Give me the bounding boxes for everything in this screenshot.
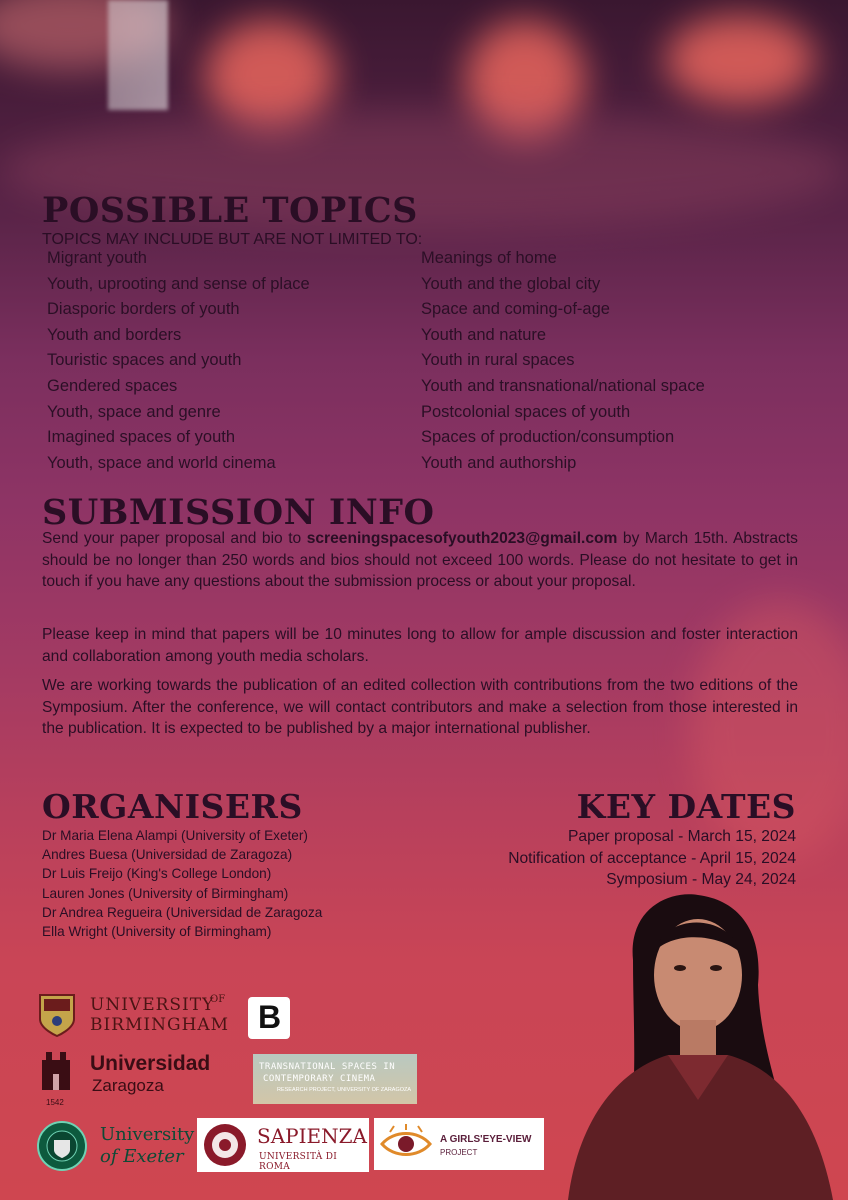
list-item: Ella Wright (University of Birmingham) — [42, 923, 272, 939]
list-item: Spaces of production/consumption — [421, 428, 675, 447]
list-item: Youth and nature — [421, 325, 547, 344]
list-item: Space and coming-of-age — [421, 300, 610, 319]
submission-paragraph-1 — [42, 528, 798, 593]
sapienza-line1: SAPIENZA — [257, 1124, 367, 1148]
topics-right-list — [421, 246, 705, 476]
submission-text-after: by March 15th. Abstracts should be no longer than 250 words and bios should not exceed 100 words. Please do not hesitate to get in touch if you have any questions about the submission process or about your proposal. — [42, 530, 798, 590]
topics-subheading: TOPICS MAY INCLUDE BUT ARE NOT LIMITED TO: — [42, 231, 423, 248]
submission-text-before: Send your paper proposal and bio to — [42, 530, 307, 547]
key-dates-heading: KEY DATES — [576, 787, 796, 826]
b-logo — [248, 997, 290, 1039]
list-item: Imagined spaces of youth — [47, 428, 236, 447]
list-item: Youth and transnational/national space — [421, 376, 705, 395]
transnational-line3: RESEARCH PROJECT, UNIVERSITY OF ZARAGOZA — [277, 1087, 412, 1093]
exeter-line1: University — [100, 1124, 195, 1145]
list-item: Youth and authorship — [421, 453, 577, 472]
eye-icon — [380, 1124, 432, 1164]
crest-icon — [38, 993, 76, 1037]
list-item: Touristic spaces and youth — [47, 351, 242, 370]
list-item: Youth, uprooting and sense of place — [47, 274, 310, 293]
girls-eye-view-logo — [374, 1118, 544, 1170]
sapienza-line2: UNIVERSITÀ DI ROMA — [259, 1152, 338, 1172]
list-item: Gendered spaces — [47, 376, 178, 395]
transnational-logo — [253, 1054, 417, 1104]
sapienza-seal-icon — [203, 1123, 247, 1167]
exeter-line2: of Exeter — [100, 1146, 184, 1167]
zaragoza-line2: Zaragoza — [92, 1076, 164, 1095]
list-item: Notification of acceptance - April 15, 2024 — [508, 849, 796, 867]
castle-icon — [40, 1050, 72, 1096]
bokeh-light — [665, 15, 815, 105]
list-item: Youth in rural spaces — [421, 351, 575, 370]
sign-frame — [108, 0, 168, 110]
organisers-heading: ORGANISERS — [42, 787, 303, 826]
girls-line2: PROJECT — [440, 1148, 478, 1157]
list-item: Andres Buesa (Universidad de Zaragoza) — [42, 847, 293, 863]
woman-photo — [548, 890, 848, 1200]
b-letter: B — [258, 999, 282, 1035]
organisers-list — [42, 826, 322, 941]
submission-email-link[interactable]: screeningspacesofyouth2023@gmail.com — [306, 530, 618, 547]
birmingham-logo — [38, 993, 238, 1037]
list-item: Youth, space and world cinema — [47, 453, 276, 472]
submission-paragraph-3: We are working towards the publication of an edited collection with contributions from the two editions of the Symposium. After the conference, we will contact contributors and make a selection from those interested in the publication. It is expected to be published by a major international publisher. — [42, 677, 798, 737]
submission-paragraph-2: Please keep in mind that papers will be 10 minutes long to allow for ample discussion and foster interaction and collaboration among youth media scholars. — [42, 626, 798, 665]
zaragoza-year: 1542 — [46, 1098, 64, 1107]
list-item: Youth and the global city — [421, 274, 601, 293]
list-item: Postcolonial spaces of youth — [421, 402, 631, 421]
list-item: Dr Maria Elena Alampi (University of Exeter) — [42, 828, 308, 843]
girls-line1: A GIRLS'EYE-VIEW — [440, 1134, 532, 1145]
topics-left-list — [47, 246, 310, 476]
transnational-line2: CONTEMPORARY CINEMA — [263, 1074, 376, 1084]
sapienza-logo — [197, 1118, 369, 1172]
zaragoza-line1: Universidad — [90, 1052, 211, 1075]
list-item: Lauren Jones (University of Birmingham) — [42, 885, 289, 901]
birmingham-line1: UNIVERSITY — [90, 995, 215, 1015]
list-item: Migrant youth — [47, 249, 147, 267]
exeter-logo — [36, 1120, 196, 1170]
key-dates-list — [508, 826, 796, 891]
transnational-line1: TRANSNATIONAL SPACES IN — [259, 1062, 396, 1072]
list-item: Dr Luis Freijo (King's College London) — [42, 866, 272, 882]
zaragoza-logo — [40, 1050, 230, 1110]
list-item: Youth, space and genre — [47, 402, 221, 421]
submission-heading: SUBMISSION INFO — [42, 492, 435, 533]
birmingham-of: OF — [210, 994, 226, 1005]
list-item: Paper proposal - March 15, 2024 — [568, 828, 796, 845]
topics-heading: POSSIBLE TOPICS — [42, 190, 418, 231]
list-item: Dr Andrea Regueira (Universidad de Zaragoza — [42, 904, 323, 920]
list-item: Diasporic borders of youth — [47, 300, 240, 319]
list-item: Symposium - May 24, 2024 — [606, 871, 796, 889]
exeter-seal-icon — [36, 1120, 88, 1172]
birmingham-line2: BIRMINGHAM — [90, 1015, 230, 1035]
list-item: Meanings of home — [421, 249, 557, 267]
list-item: Youth and borders — [47, 325, 182, 344]
